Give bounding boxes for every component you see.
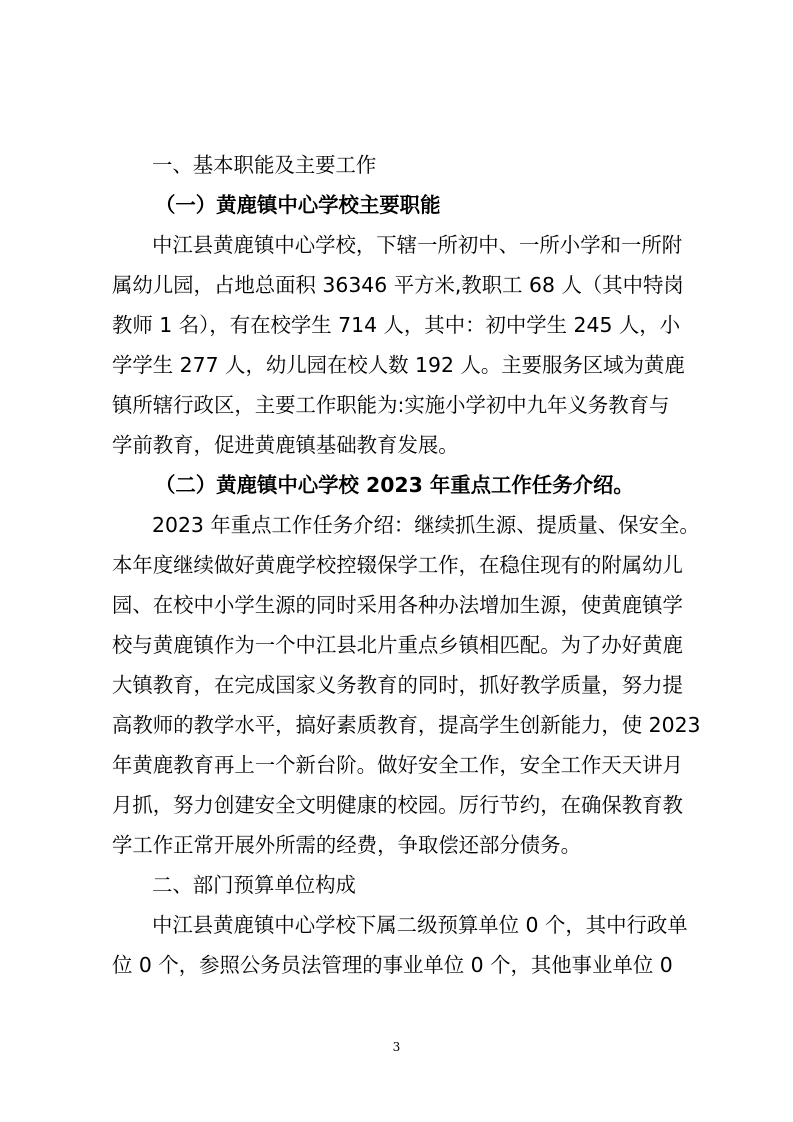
section-heading-basic-functions: 一、基本职能及主要工作: [152, 153, 377, 177]
paragraph-line: 园、在校中小学生源的同时采用各种办法增加生源，使黄鹿镇学: [112, 593, 683, 617]
paragraph-line: 位 0 个，参照公务员法管理的事业单位 0 个，其他事业单位 0: [112, 953, 673, 977]
paragraph-line: 学学生 277 人，幼儿园在校人数 192 人。主要服务区域为黄鹿: [112, 353, 685, 377]
paragraph-line: 镇所辖行政区，主要工作职能为:实施小学初中九年义务教育与: [112, 393, 670, 417]
subsection-heading-key-tasks: （二）黄鹿镇中心学校 2023 年重点工作任务介绍。: [155, 473, 634, 497]
paragraph-line: 2023 年重点工作任务介绍：继续抓生源、提质量、保安全。: [152, 513, 700, 537]
paragraph-line: 高教师的教学水平，搞好素质教育，提高学生创新能力，使 2023: [112, 713, 701, 737]
paragraph-line: 学前教育，促进黄鹿镇基础教育发展。: [112, 433, 459, 457]
paragraph-line: 年黄鹿教育再上一个新台阶。做好安全工作，安全工作天天讲月: [112, 753, 683, 777]
paragraph-line: 本年度继续做好黄鹿学校控辍保学工作，在稳住现有的附属幼儿: [112, 553, 683, 577]
page-number: 3: [392, 1040, 401, 1054]
paragraph-line: 中江县黄鹿镇中心学校，下辖一所初中、一所小学和一所附: [152, 233, 683, 257]
paragraph-line: 教师 1 名），有在校学生 714 人，其中：初中学生 245 人，小: [112, 313, 681, 337]
paragraph-line: 月抓，努力创建安全文明健康的校园。厉行节约，在确保教育教: [112, 793, 683, 817]
section-heading-budget-units: 二、部门预算单位构成: [152, 873, 356, 897]
paragraph-line: 中江县黄鹿镇中心学校下属二级预算单位 0 个，其中行政单: [152, 913, 688, 937]
paragraph-line: 属幼儿园，占地总面积 36346 平方米,教职工 68 人（其中特岗: [112, 273, 684, 297]
paragraph-line: 学工作正常开展外所需的经费，争取偿还部分债务。: [112, 833, 581, 857]
paragraph-line: 大镇教育，在完成国家义务教育的同时，抓好教学质量，努力提: [112, 673, 683, 697]
paragraph-line: 校与黄鹿镇作为一个中江县北片重点乡镇相匹配。为了办好黄鹿: [112, 633, 683, 657]
subsection-heading-main-functions: （一）黄鹿镇中心学校主要职能: [155, 193, 441, 217]
